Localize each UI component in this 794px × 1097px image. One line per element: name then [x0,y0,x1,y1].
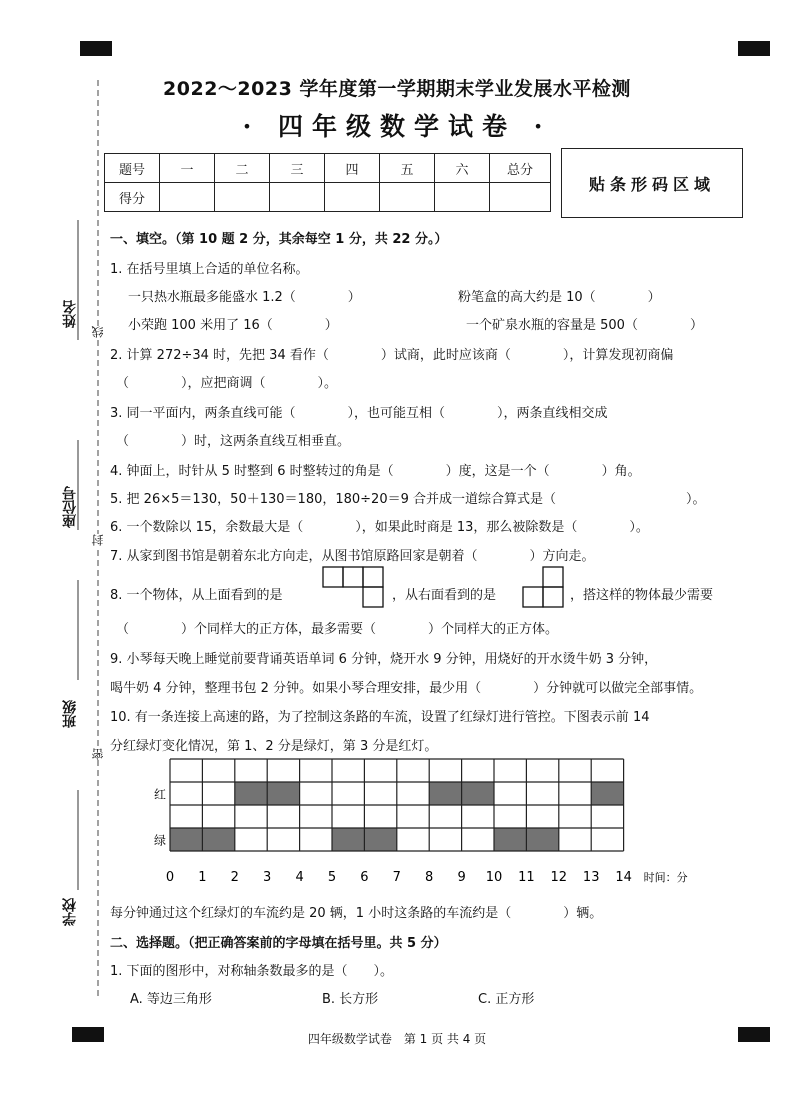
question-1c: 小荣跑 100 米用了 16（ ） [128,318,338,333]
question-8a-part2: ，从右面看到的是 [392,588,497,603]
option-c: C. 正方形 [478,992,535,1007]
question-8a-part1: 8. 一个物体，从上面看到的是 [110,588,283,603]
red-light-cell [591,782,623,805]
x-tick-label: 7 [392,870,401,885]
green-light-cell [170,828,202,851]
x-tick-label: 1 [198,870,207,885]
question-1d: 一个矿泉水瓶的容量是 500（ ） [466,318,703,333]
score-cell: 一 [160,154,215,183]
school-label: 学校 [62,898,78,926]
question-7: 7. 从家到图书馆是朝着东北方向走，从图书馆原路回家是朝着（ ）方向走。 [110,549,595,564]
x-tick-label: 10 [485,870,503,885]
exam-subtitle: · 四年级数学试卷 · [242,112,552,141]
barcode-area: 贴条形码区域 [561,148,743,218]
red-light-cell [235,782,267,805]
exam-title: 2022～2023 学年度第一学期期末学业发展水平检测 [163,78,631,100]
x-tick-label: 8 [425,870,434,885]
x-tick-label: 2 [230,870,239,885]
question-1a: 一只热水瓶最多能盛水 1.2（ ） [128,290,361,305]
green-light-cell [494,828,526,851]
row-label-green: 绿 [154,833,167,848]
secret-char: 密 [91,748,105,760]
x-tick-label: 6 [360,870,369,885]
question-2a: 2. 计算 272÷34 时，先把 34 看作（ ）试商，此时应该商（ ），计算发现初商偏 [110,348,674,363]
x-tick-label: 13 [582,870,600,885]
score-input-cell[interactable] [215,183,270,212]
question-8a-part3: ，搭这样的物体最少需要 [570,588,714,603]
x-axis-unit: 时间：分 [643,871,688,884]
score-input-cell[interactable] [435,183,490,212]
red-light-cell [267,782,299,805]
score-input-cell[interactable] [380,183,435,212]
seat-label: 座位号 [62,486,78,528]
seal-char: 封 [91,534,105,546]
score-cell: 四 [325,154,380,183]
x-tick-label: 12 [550,870,568,885]
score-input-cell[interactable] [325,183,380,212]
section1-heading: 一、填空。（第 10 题 2 分，其余每空 1 分，共 22 分。） [110,232,448,247]
question-8b: （ ）个同样大的正方体，最多需要（ ）个同样大的正方体。 [116,622,559,637]
score-cell: 题号 [105,154,160,183]
x-tick-label: 11 [518,870,535,885]
score-input-cell[interactable] [270,183,325,212]
question-9b: 喝牛奶 4 分钟，整理书包 2 分钟。如果小琴合理安排，最少用（ ）分钟就可以做完全部事情。 [110,681,703,696]
x-tick-label: 0 [165,870,175,885]
score-table-header-row [105,154,551,183]
question-2b: （ ），应把商调（ ）。 [116,376,338,391]
top-view-figure [322,566,386,610]
score-cell: 二 [215,154,270,183]
score-cell: 总分 [490,154,551,183]
name-label: 姓名 [62,300,78,328]
registration-mark-top-left [80,41,112,56]
question-4: 4. 钟面上，时针从 5 时整到 6 时整转过的角是（ ）度，这是一个（ ）角。 [110,464,641,479]
x-tick-label: 3 [263,870,272,885]
green-light-cell [202,828,234,851]
score-cell: 三 [270,154,325,183]
question-1: 1. 在括号里填上合适的单位名称。 [110,262,309,277]
traffic-light-chart [150,755,710,895]
question-6: 6. 一个数除以 15，余数最大是（ ），如果此时商是 13，那么被除数是（ ）。 [110,520,649,535]
score-table [104,153,551,212]
score-table-score-row [105,183,551,212]
line-char: 线 [91,326,105,338]
green-light-cell [332,828,364,851]
score-cell: 五 [380,154,435,183]
question-9a: 9. 小琴每天晚上睡觉前要背诵英语单词 6 分钟，烧开水 9 分钟，用烧好的开水烫牛奶 3 分钟， [110,652,658,667]
score-cell: 六 [435,154,490,183]
option-b: B. 长方形 [322,992,379,1007]
question-10a: 10. 有一条连接上高速的路，为了控制这条路的车流，设置了红绿灯进行管控。下图表示前 14 [110,710,650,725]
question-10c: 每分钟通过这个红绿灯的车流约是 20 辆，1 小时这条路的车流约是（ ）辆。 [110,906,603,921]
question-10b: 分红绿灯变化情况，第 1、2 分是绿灯，第 3 分是红灯。 [110,739,438,754]
red-light-cell [429,782,461,805]
row-label-red: 红 [154,787,167,802]
green-light-cell [526,828,558,851]
question-5: 5. 把 26×5＝130，50＋130＝180，180÷20＝9 合并成一道综合算式是（ ）。 [110,492,706,507]
class-label: 班级 [62,700,78,728]
question-1b: 粉笔盒的高大约是 10（ ） [458,290,661,305]
score-cell: 得分 [105,183,160,212]
score-input-cell[interactable] [490,183,551,212]
x-tick-label: 9 [457,870,466,885]
option-a: A. 等边三角形 [130,992,212,1007]
x-tick-label: 5 [327,870,337,885]
red-light-cell [462,782,494,805]
question-3a: 3. 同一平面内，两条直线可能（ ），也可能互相（ ），两条直线相交成 [110,406,608,421]
page-footer: 四年级数学试卷 第 1 页 共 4 页 [307,1032,487,1046]
x-tick-label: 14 [615,870,632,885]
choice-question-1: 1. 下面的图形中，对称轴条数最多的是（ ）。 [110,964,394,979]
question-3b: （ ）时，这两条直线互相垂直。 [116,434,351,449]
section2-heading: 二、选择题。（把正确答案前的字母填在括号里。共 5 分） [110,936,447,951]
green-light-cell [364,828,396,851]
right-view-figure [522,566,566,610]
score-input-cell[interactable] [160,183,215,212]
registration-mark-top-right [738,41,770,56]
x-tick-label: 4 [295,870,304,885]
